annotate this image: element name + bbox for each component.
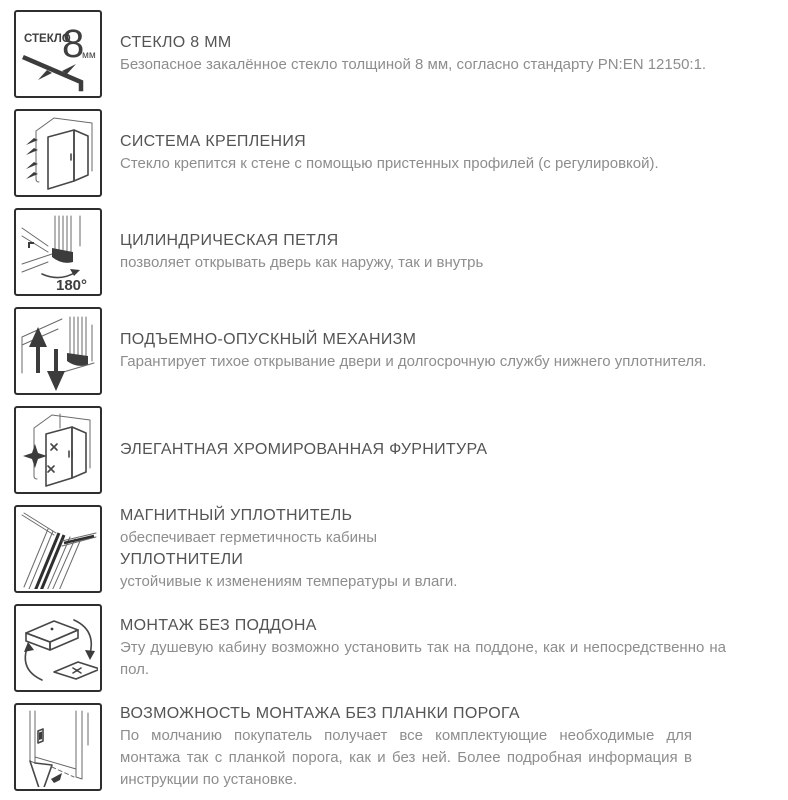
glass-8mm-icon (14, 10, 102, 98)
feature-title: ЦИЛИНДРИЧЕСКАЯ ПЕТЛЯ (120, 232, 339, 249)
feature-row-hinge (14, 208, 774, 296)
feature-title: СИСТЕМА КРЕПЛЕНИЯ (120, 133, 307, 150)
feature-description: Эту душевую кабину возможно установить так на поддоне, как и непосредственно на пол. (120, 639, 726, 678)
feature-title: ЭЛЕГАНТНАЯ ХРОМИРОВАННАЯ ФУРНИТУРА (120, 441, 488, 458)
feature-row-glass (14, 10, 774, 98)
feature-row-no-threshold (14, 703, 774, 791)
svg-text:СТЕКЛО: СТЕКЛО (24, 33, 71, 45)
feature-description: Гарантирует тихое открывание двери и долгосрочную службу нижнего уплотнителя. (120, 353, 707, 370)
feature-description: обеспечивает герметичность кабины (120, 529, 378, 546)
svg-text:180°: 180° (56, 277, 88, 292)
feature-title: МАГНИТНЫЙ УПЛОТНИТЕЛЬ (120, 507, 353, 524)
magnetic-seal-icon (14, 505, 102, 593)
svg-text:мм: мм (82, 50, 96, 61)
feature-row-mounting (14, 109, 774, 197)
feature-description-secondary: устойчивые к изменениям температуры и влаги. (120, 573, 458, 590)
feature-title: ВОЗМОЖНОСТЬ МОНТАЖА БЕЗ ПЛАНКИ ПОРОГА (120, 705, 520, 722)
hinge-180-icon (14, 208, 102, 296)
feature-row-chrome (14, 406, 774, 494)
feature-title-secondary: УПЛОТНИТЕЛИ (120, 551, 244, 568)
feature-row-lift (14, 307, 774, 395)
feature-row-no-tray (14, 604, 774, 692)
svg-text:8: 8 (62, 22, 85, 66)
feature-title: СТЕКЛО 8 ММ (120, 34, 232, 51)
feature-title: МОНТАЖ БЕЗ ПОДДОНА (120, 617, 317, 634)
lift-mechanism-icon (14, 307, 102, 395)
no-tray-icon (14, 604, 102, 692)
feature-description: Стекло крепится к стене с помощью пристенных профилей (с регулировкой). (120, 155, 659, 172)
feature-description: По молчанию покупатель получает все комплектующие необходимые для монтажа так с планкой порога, как и без ней. Более подробная информация в инструкции по установке. (120, 727, 692, 788)
feature-description: позволяет открывать дверь как наружу, так и внутрь (120, 254, 484, 271)
wall-mount-icon (14, 109, 102, 197)
feature-row-seal (14, 505, 774, 593)
feature-title: ПОДЪЕМНО-ОПУСКНЫЙ МЕХАНИЗМ (120, 331, 417, 348)
feature-description: Безопасное закалённое стекло толщиной 8 мм, согласно стандарту PN:EN 12150:1. (120, 56, 707, 73)
no-threshold-icon (14, 703, 102, 791)
chrome-hardware-icon (14, 406, 102, 494)
